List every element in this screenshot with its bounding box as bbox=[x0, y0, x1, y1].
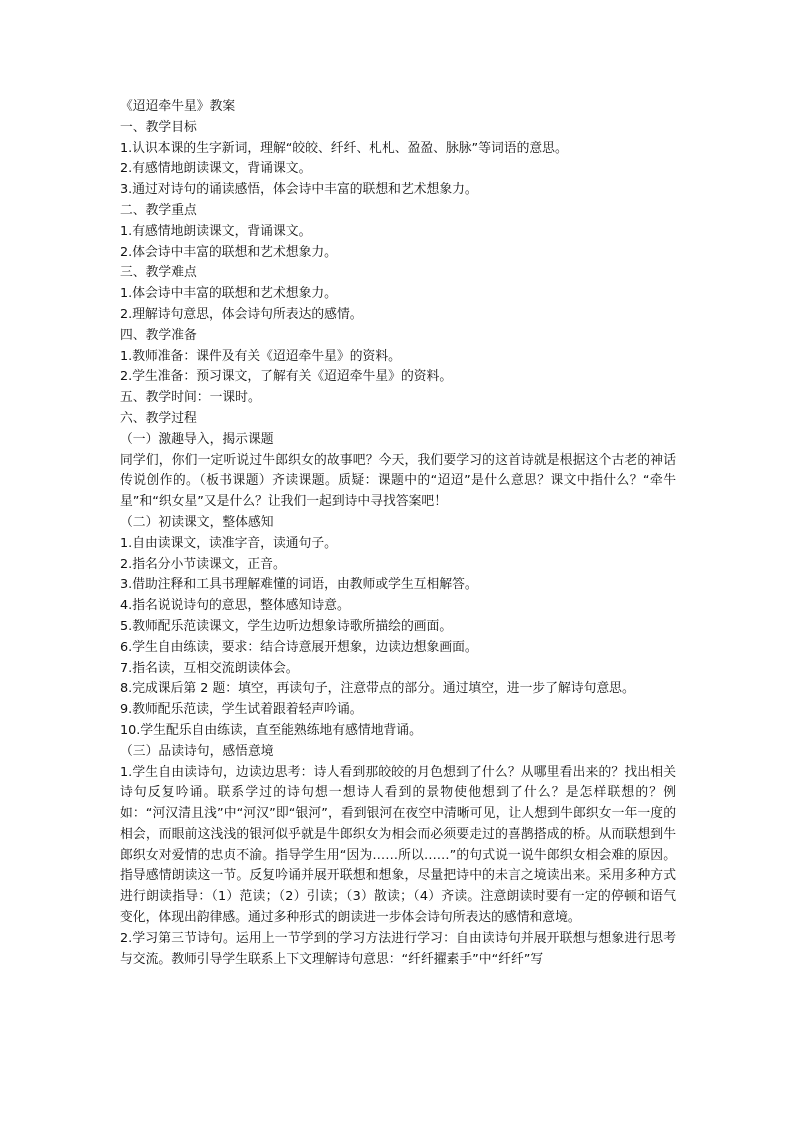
list-item: 1.学生自由读诗句，边读边思考：诗人看到那皎皎的月色想到了什么？从哪里看出来的？找出相关诗句反复吟诵。联系学过的诗句想一想诗人看到的景物使他想到了什么？是怎样联想的？例如：“河汉清且浅”中“河汉”即“银河”，看到银河在夜空中清晰可见，让人想到牛郎织女一年一度的相会，而眼前这浅浅的银河似乎就是牛郎织女为相会而必须要走过的喜鹊搭成的桥。从而联想到牛郎织女对爱情的忠贞不渝。指导学生用“因为……所以……”的句式说一说牛郎织女相会难的原因。指导感情朗读这一节。反复吟诵并展开联想和想象，尽量把诗中的未言之境读出来。采用多种方式进行朗读指导：（1）范读；（2）引读；（3）散读；（4）齐读。注意朗读时要有一定的停顿和语气变化，体现出韵律感。通过多种形式的朗读进一步体会诗句所表达的感情和意境。 bbox=[120, 764, 676, 926]
list-item: 10.学生配乐自由练读，直至能熟练地有感情地背诵。 bbox=[120, 722, 422, 738]
list-item: 3.通过对诗句的诵读感悟，体会诗中丰富的联想和艺术想象力。 bbox=[120, 182, 478, 198]
section-heading-key-points: 二、教学重点 bbox=[120, 202, 197, 218]
section-heading-preparation: 四、教学准备 bbox=[120, 327, 197, 343]
intro-paragraph: 同学们，你们一定听说过牛郎织女的故事吧？今天，我们要学习的这首诗就是根据这个古老的神话传说创作的。（板书课题）齐读课题。质疑：课题中的“迢迢”是什么意思？课文中指什么？“牵牛星”和“织女星”又是什么？让我们一起到诗中寻找答案吧！ bbox=[120, 452, 676, 510]
section-heading-difficulties: 三、教学难点 bbox=[120, 265, 197, 281]
list-item: 1.认识本课的生字新词，理解“皎皎、纤纤、札札、盈盈、脉脉”等词语的意思。 bbox=[120, 140, 568, 156]
document-page bbox=[120, 97, 676, 970]
subsection-heading-intro: （一）激趣导入，揭示课题 bbox=[120, 431, 274, 447]
list-item: 6.学生自由练读，要求：结合诗意展开想象，边读边想象画面。 bbox=[120, 639, 478, 655]
list-item: 2.学生准备：预习课文，了解有关《迢迢牵牛星》的资料。 bbox=[120, 369, 453, 385]
list-item: 3.借助注释和工具书理解难懂的词语，由教师或学生互相解答。 bbox=[120, 577, 478, 593]
list-item: 2.学习第三节诗句。运用上一节学到的学习方法进行学习：自由读诗句并展开联想与想象进行思考与交流。教师引导学生联系上下文理解诗句意思：“纤纤擢素手”中“纤纤”写 bbox=[120, 930, 676, 967]
section-heading-time: 五、教学时间：一课时。 bbox=[120, 390, 261, 406]
list-item: 2.有感情地朗读课文，背诵课文。 bbox=[120, 161, 312, 177]
section-heading-objectives: 一、教学目标 bbox=[120, 119, 197, 135]
list-item: 2.体会诗中丰富的联想和艺术想象力。 bbox=[120, 244, 337, 260]
subsection-heading-appreciation: （三）品读诗句，感悟意境 bbox=[120, 743, 274, 759]
list-item: 9.教师配乐范读，学生试着跟着轻声吟诵。 bbox=[120, 702, 363, 718]
subsection-heading-first-reading: （二）初读课文，整体感知 bbox=[120, 514, 274, 530]
list-item: 4.指名说说诗句的意思，整体感知诗意。 bbox=[120, 598, 350, 614]
list-item: 1.体会诗中丰富的联想和艺术想象力。 bbox=[120, 286, 337, 302]
list-item: 2.指名分小节读课文，正音。 bbox=[120, 556, 286, 572]
section-heading-process: 六、教学过程 bbox=[120, 410, 197, 426]
list-item: 8.完成课后第 2 题：填空，再读句子，注意带点的部分。通过填空，进一步了解诗句意思。 bbox=[120, 681, 635, 697]
list-item: 7.指名读，互相交流朗读体会。 bbox=[120, 660, 299, 676]
list-item: 2.理解诗句意思，体会诗句所表达的感情。 bbox=[120, 306, 363, 322]
document-title: 《迢迢牵牛星》教案 bbox=[120, 99, 236, 114]
list-item: 1.自由读课文，读准字音，读通句子。 bbox=[120, 535, 337, 551]
list-item: 1.有感情地朗读课文，背诵课文。 bbox=[120, 223, 312, 239]
list-item: 1.教师准备：课件及有关《迢迢牵牛星》的资料。 bbox=[120, 348, 401, 364]
list-item: 5.教师配乐范读课文，学生边听边想象诗歌所描绘的画面。 bbox=[120, 618, 453, 634]
